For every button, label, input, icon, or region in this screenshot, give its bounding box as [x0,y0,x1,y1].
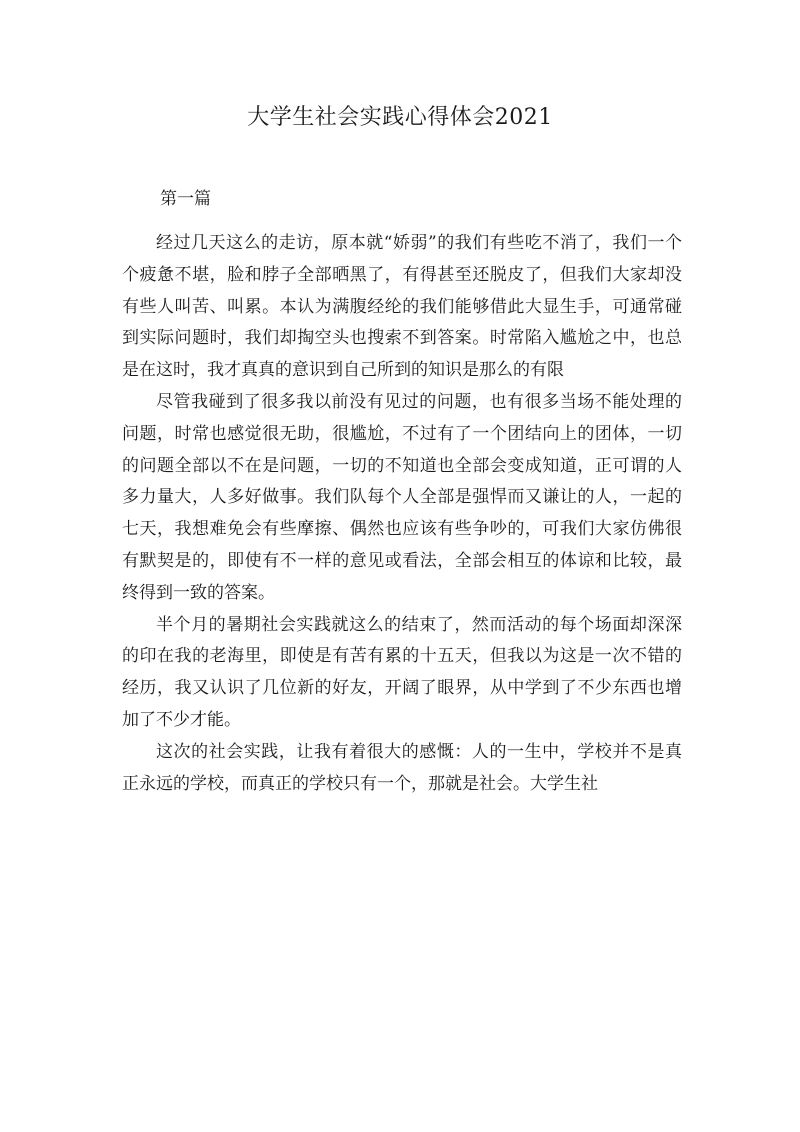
document-body [122,228,682,800]
document-title: 大学生社会实践心得体会2021 [247,105,553,130]
paragraph: 尽管我碰到了很多我以前没有见过的问题，也有很多当场不能处理的问题，时常也感觉很无助，很尴尬，不过有了一个团结向上的团体，一切的问题全部以不在是问题，一切的不知道也全部会变成知道，正可谓的人多力量大，人多好做事。我们队每个人全部是强悍而又谦让的人，一起的七天，我想难免会有些摩擦、偶然也应该有些争吵的，可我们大家仿佛很有默契是的，即使有不一样的意见或看法，全部会相互的体谅和比较，最终得到一致的答案。 [122,391,682,603]
paragraph: 半个月的暑期社会实践就这么的结束了，然而活动的每个场面却深深的印在我的老海里，即使是有苦有累的十五天，但我以为这是一次不错的经历，我又认识了几位新的好友，开阔了眼界，从中学到了不少东西也增加了不少才能。 [122,614,682,730]
paragraph: 经过几天这么的走访，原本就“娇弱”的我们有些吃不消了，我们一个个疲惫不堪，脸和脖子全部晒黑了，有得甚至还脱皮了，但我们大家却没有些人叫苦、叫累。本认为满腹经纶的我们能够借此大显生手，可通常碰到实际问题时，我们却掏空头也搜索不到答案。时常陷入尴尬之中，也总是在这时，我才真真的意识到自己所到的知识是那么的有限 [122,233,682,381]
section-label: 第一篇 [160,189,211,209]
paragraph: 这次的社会实践，让我有着很大的感慨：人的一生中，学校并不是真正永远的学校，而真正的学校只有一个，那就是社会。大学生社 [122,741,682,794]
